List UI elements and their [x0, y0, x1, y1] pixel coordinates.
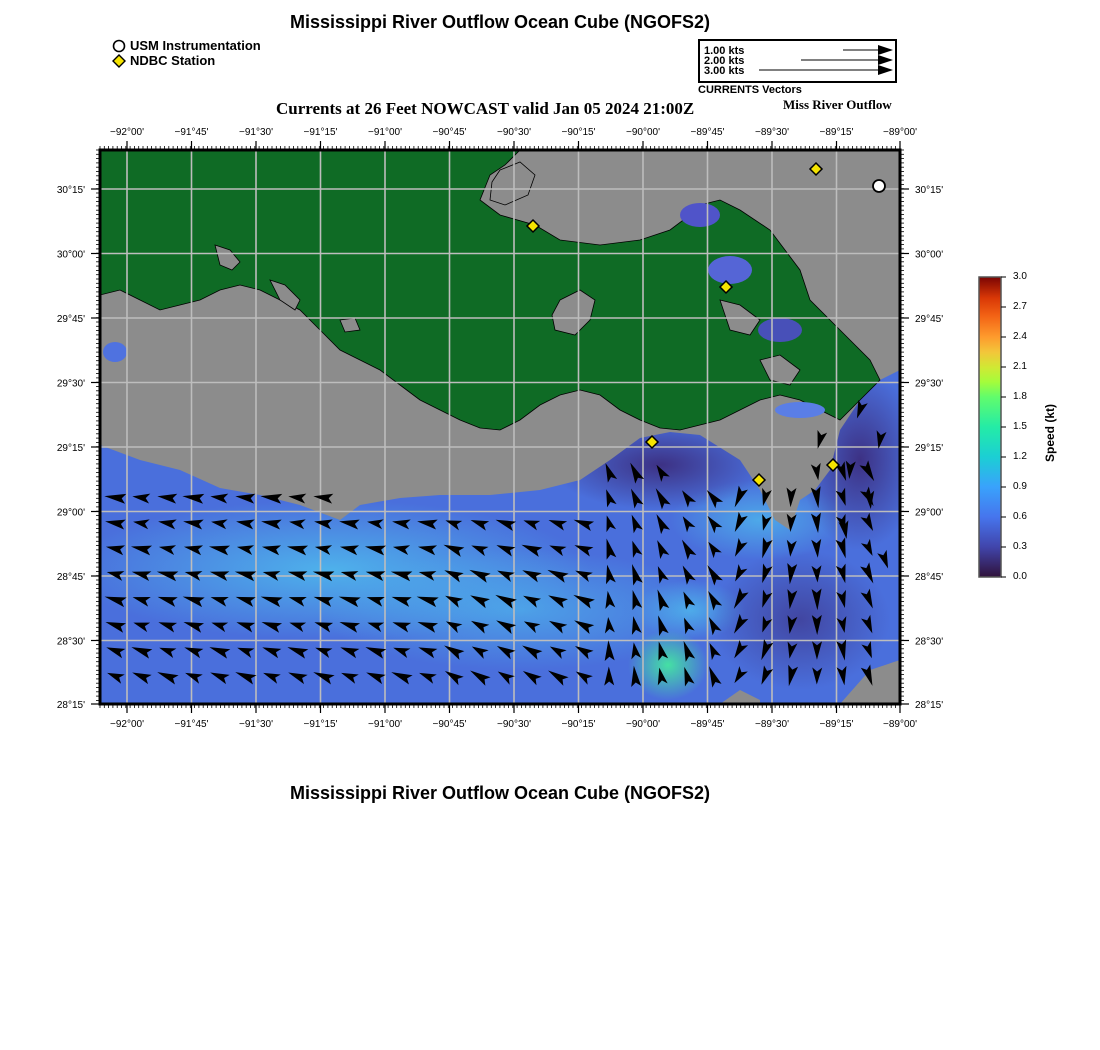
lat-tick-label: 30°00': [915, 249, 944, 261]
lon-tick-label: −89°45': [690, 127, 725, 138]
colorbar-tick-label: 0.3: [1013, 541, 1027, 552]
lat-tick-label: 28°30': [915, 636, 944, 648]
lat-tick-label: 28°45': [56, 572, 85, 583]
lon-tick-label: −90°45': [432, 719, 467, 730]
lon-tick-label: −90°00': [626, 127, 660, 138]
lon-tick-label: −89°30': [755, 719, 789, 730]
lon-tick-label: −92°00': [110, 719, 144, 730]
legend-usm-label: USM Instrumentation: [130, 38, 261, 53]
lon-tick-label: −91°30': [239, 719, 273, 730]
colorbar-tick-label: 1.2: [1013, 451, 1027, 462]
lat-tick-label: 28°30': [56, 636, 85, 648]
colorbar-title: Speed (kt): [1043, 403, 1057, 462]
lon-tick-label: −89°00': [883, 127, 917, 138]
lon-tick-label: −91°15': [303, 127, 338, 138]
lat-tick-label: 29°15': [915, 443, 944, 454]
colorbar-tick-label: 2.1: [1013, 361, 1027, 372]
lat-tick-label: 29°30': [915, 378, 944, 390]
vector-key-entry-3: 3.00 kts: [704, 65, 745, 77]
colorbar-tick-label: 1.8: [1013, 391, 1027, 402]
usm-station-marker[interactable]: [873, 180, 885, 192]
lon-tick-label: −90°45': [432, 127, 467, 138]
lat-tick-label: 29°00': [915, 507, 944, 519]
colorbar-tick-label: 3.0: [1013, 271, 1027, 282]
lat-tick-label: 29°45': [56, 314, 85, 325]
lon-tick-label: −90°00': [626, 719, 660, 730]
lat-tick-label: 28°45': [915, 572, 944, 583]
lon-tick-label: −91°00': [368, 719, 402, 730]
lon-tick-label: −90°30': [497, 127, 531, 138]
colorbar-tick-label: 0.0: [1013, 571, 1027, 582]
lon-tick-label: −90°30': [497, 719, 531, 730]
lon-tick-label: −91°00': [368, 127, 402, 138]
colorbar: [975, 270, 1015, 585]
lon-tick-label: −92°00': [110, 127, 144, 138]
lon-tick-label: −89°30': [755, 127, 789, 138]
colorbar-tick-label: 0.6: [1013, 511, 1027, 522]
lat-tick-label: 30°15': [915, 185, 944, 196]
region-label: Miss River Outflow: [783, 97, 892, 112]
vector-key-entry-2: 2.00 kts: [704, 55, 745, 67]
lon-tick-label: −89°00': [883, 719, 917, 730]
lon-tick-label: −91°45': [174, 719, 209, 730]
lat-tick-label: 30°00': [56, 249, 85, 261]
lon-tick-label: −89°15': [819, 719, 854, 730]
lat-tick-label: 30°15': [56, 185, 85, 196]
vector-key-entry-1: 1.00 kts: [704, 45, 745, 57]
lon-tick-label: −91°30': [239, 127, 273, 138]
page-title: Mississippi River Outflow Ocean Cube (NGOFS2): [289, 12, 711, 32]
lat-tick-label: 29°15': [56, 443, 85, 454]
lon-tick-label: −89°15': [819, 127, 854, 138]
lon-tick-label: −91°45': [174, 127, 209, 138]
vector-key-caption: CURRENTS Vectors: [698, 84, 802, 96]
map-area: [70, 150, 920, 704]
lon-tick-label: −90°15': [561, 127, 596, 138]
bottom-title: Mississippi River Outflow Ocean Cube (NGOFS2): [289, 783, 711, 803]
map-subtitle: Currents at 26 Feet NOWCAST valid Jan 05 2024 21:00Z: [276, 99, 695, 118]
lon-tick-label: −91°15': [303, 719, 338, 730]
lat-tick-label: 28°15': [915, 700, 944, 711]
colorbar-tick-label: 0.9: [1013, 481, 1027, 492]
colorbar-tick-label: 2.4: [1013, 331, 1027, 342]
lon-tick-label: −90°15': [561, 719, 596, 730]
legend-ndbc-label: NDBC Station: [130, 53, 216, 68]
lat-tick-label: 28°15': [56, 700, 85, 711]
lat-tick-label: 29°00': [56, 507, 85, 519]
lat-tick-label: 29°30': [56, 378, 85, 390]
colorbar-tick-label: 2.7: [1013, 301, 1027, 312]
lat-tick-label: 29°45': [915, 314, 944, 325]
lon-tick-label: −89°45': [690, 719, 725, 730]
colorbar-tick-label: 1.5: [1013, 421, 1027, 432]
